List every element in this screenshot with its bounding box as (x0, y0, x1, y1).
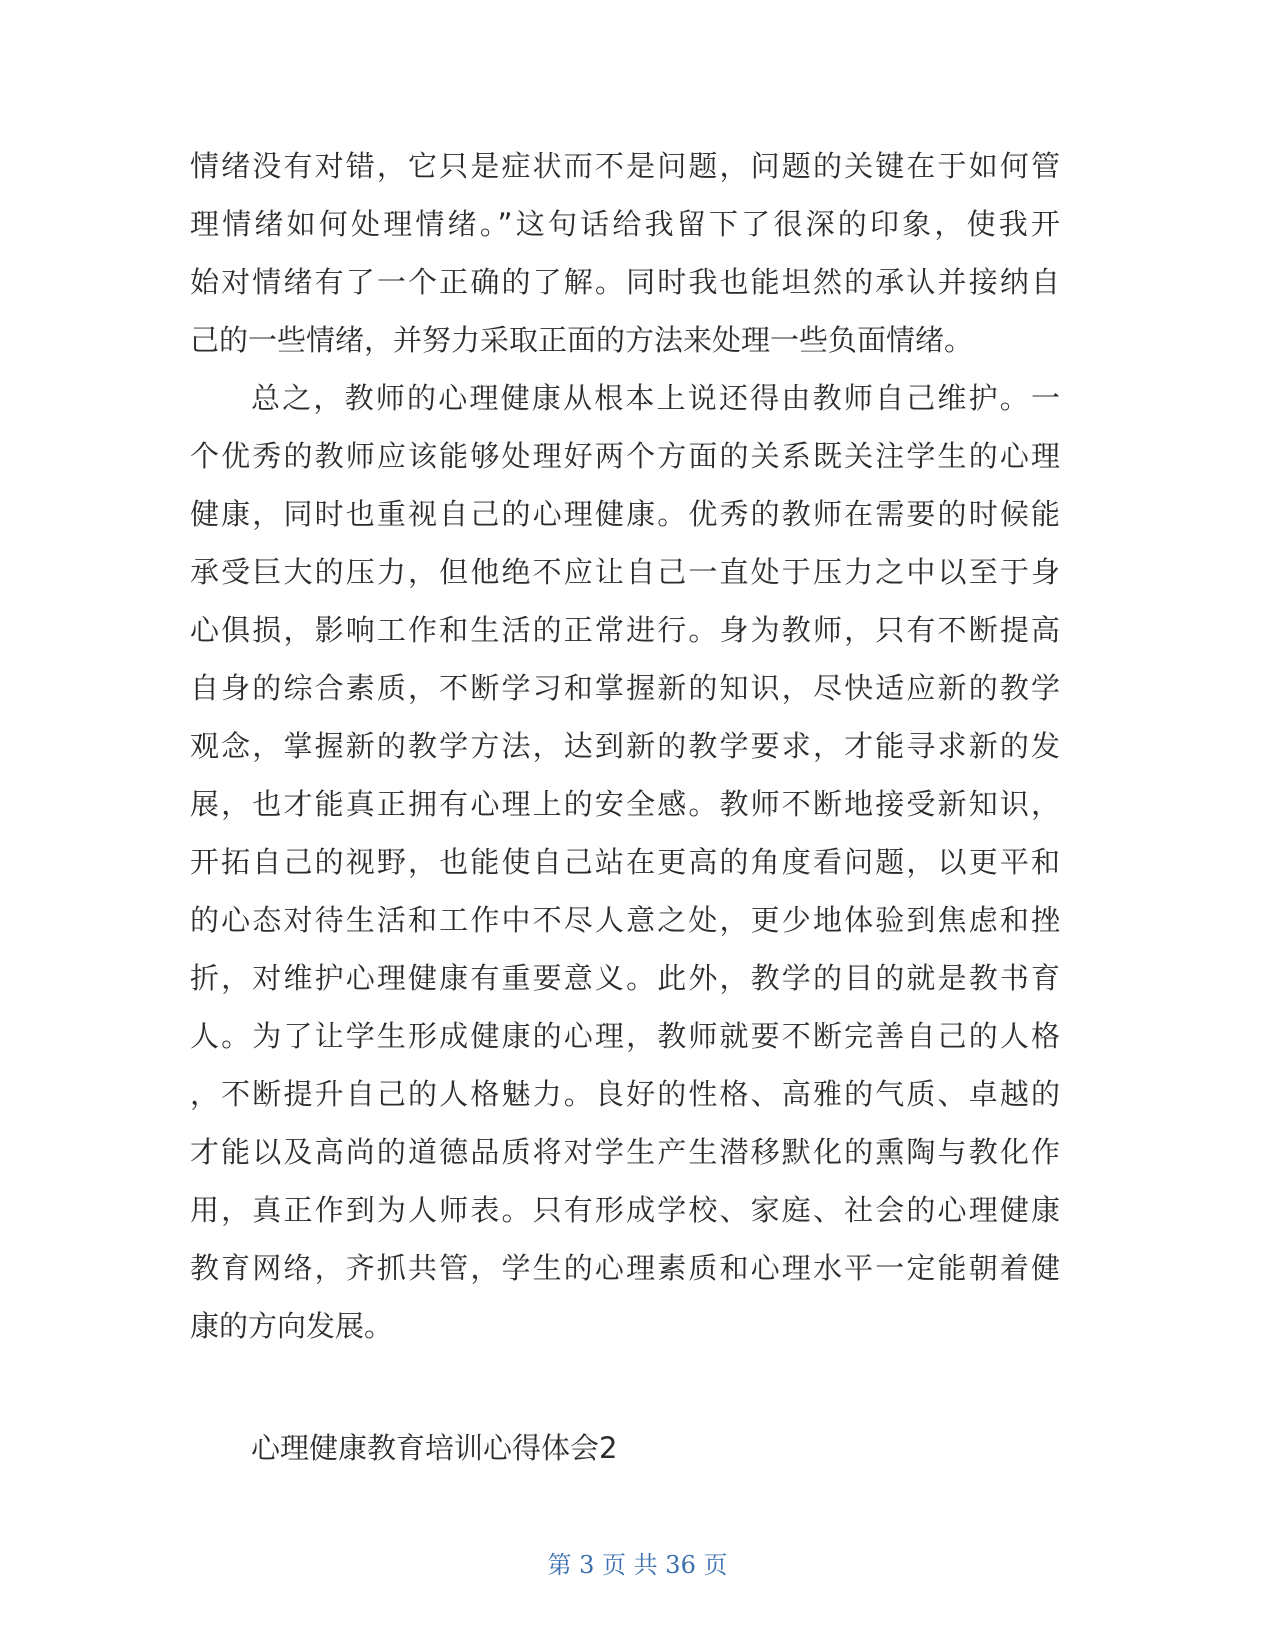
paragraph-2-line-2: 个优秀的教师应该能够处理好两个方面的关系既关注学生的心理 (190, 439, 1060, 473)
paragraph-2-line-7: 观念，掌握新的教学方法，达到新的教学要求，才能寻求新的发 (190, 729, 1060, 763)
paragraph-1-line-3: 始对情绪有了一个正确的了解。同时我也能坦然的承认并接纳自 (190, 265, 1060, 299)
paragraph-2-line-1: 总之，教师的心理健康从根本上说还得由教师自己维护。一 (251, 381, 1060, 415)
section-heading: 心理健康教育培训心得体会2 (251, 1431, 618, 1465)
paragraph-2-line-17: 康的方向发展。 (190, 1309, 394, 1343)
page-number-footer: 第 3 页 共 36 页 (547, 1551, 728, 1579)
paragraph-2-line-16: 教育网络，齐抓共管，学生的心理素质和心理水平一定能朝着健 (190, 1251, 1060, 1285)
paragraph-2-line-14: 才能以及高尚的道德品质将对学生产生潜移默化的熏陶与教化作 (190, 1135, 1060, 1169)
paragraph-2-line-11: 折，对维护心理健康有重要意义。此外，教学的目的就是教书育 (190, 961, 1060, 995)
paragraph-2-line-3: 健康，同时也重视自己的心理健康。优秀的教师在需要的时候能 (190, 497, 1060, 531)
paragraph-2-line-12: 人。为了让学生形成健康的心理，教师就要不断完善自己的人格 (190, 1019, 1060, 1053)
paragraph-2-line-13: ，不断提升自己的人格魅力。良好的性格、高雅的气质、卓越的 (190, 1077, 1060, 1111)
paragraph-2-line-4: 承受巨大的压力，但他绝不应让自己一直处于压力之中以至于身 (190, 555, 1060, 589)
paragraph-2-line-10: 的心态对待生活和工作中不尽人意之处，更少地体验到焦虑和挫 (190, 903, 1060, 937)
paragraph-2-line-9: 开拓自己的视野，也能使自己站在更高的角度看问题，以更平和 (190, 845, 1060, 879)
paragraph-1-line-2: 理情绪如何处理情绪。”这句话给我留下了很深的印象，使我开 (190, 207, 1060, 241)
paragraph-1-line-1: 情绪没有对错，它只是症状而不是问题，问题的关键在于如何管 (190, 149, 1060, 183)
paragraph-2-line-15: 用，真正作到为人师表。只有形成学校、家庭、社会的心理健康 (190, 1193, 1060, 1227)
paragraph-1-line-4: 己的一些情绪，并努力采取正面的方法来处理一些负面情绪。 (190, 323, 974, 357)
paragraph-2-line-8: 展，也才能真正拥有心理上的安全感。教师不断地接受新知识， (190, 787, 1060, 821)
paragraph-2-line-5: 心俱损，影响工作和生活的正常进行。身为教师，只有不断提高 (190, 613, 1060, 647)
paragraph-2-line-6: 自身的综合素质，不断学习和掌握新的知识，尽快适应新的教学 (190, 671, 1060, 705)
